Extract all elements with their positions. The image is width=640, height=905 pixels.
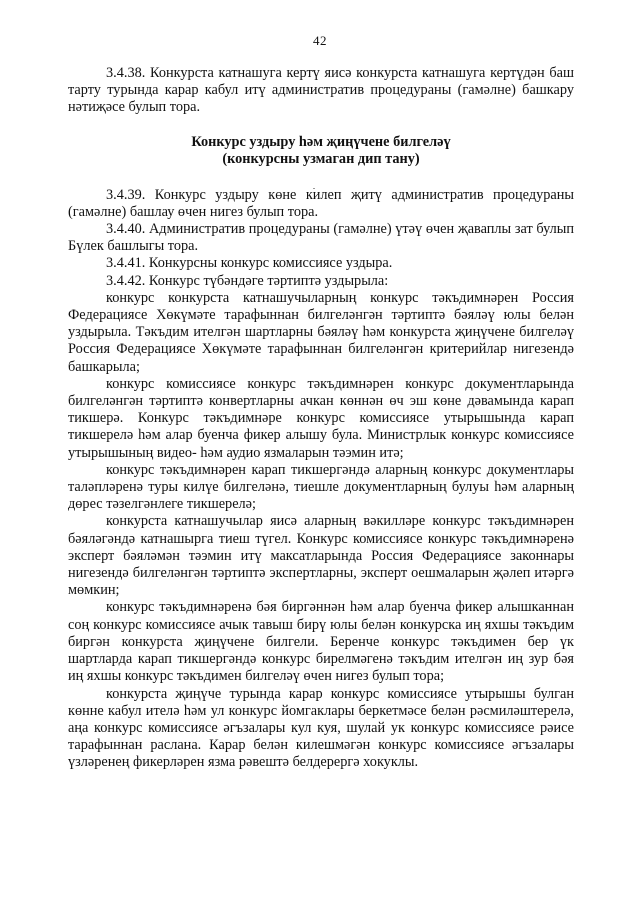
list-item-participants: конкурста катнашучылар яисә аларның вәкилләре конкурс тәкъдимнәрен бәяләгәндә катнашырга тиеш түгел. Конкурс комиссиясе конкурс тәкъдимнәренә эксперт бәяләмән тәэмин итү максатларында Россия Федерациясе законнары нигезендә билгеләнгән тәртиптә экспертларны, эксперт оешмаларын җәлеп итәргә мөмкин; (68, 513, 574, 599)
list-item-review: конкурс комиссиясе конкурс тәкъдимнәрен конкурс документларында билгеләнгән тәртиптә конвертларны ачкан көннән өч эш көне дәвамында карап тикшерә. Конкурс тәкъдимнәре конкурс комиссиясе утырышында карап тикшерелә һәм алар буенча фикер алышу була. Министрлык конкурс комиссиясе утырышының видео- һәм аудио язмаларын тәэмин итә; (68, 375, 574, 461)
paragraph-3-4-38: 3.4.38. Конкурста катнашуга кертү яисә конкурста катнашуга кертүдән баш тарту турында карар кабул итү административ процедураны (гамәлне) башкару нәтиҗәсе булып тора. (68, 65, 574, 116)
paragraph-3-4-39: 3.4.39. Конкурс уздыру көне килеп җитү административ процедураны (гамәлне) башлау өчен нигез булып тора. (68, 186, 574, 220)
paragraph-3-4-42: 3.4.42. Конкурс түбәндәге тәртиптә уздырыла: (106, 272, 389, 289)
section-heading-line-2: (конкурсны узмаган дип тану) (222, 151, 420, 168)
section-heading (68, 134, 574, 169)
section-heading-line-1: Конкурс уздыру һәм җиңүчене билгеләү (191, 133, 451, 150)
list-item-decision: конкурста җиңүче турында карар конкурс комиссиясе утырышы булган көнне кабул ителә һәм ул конкурс йомгаклары беркетмәсе белән рәсмиләштерелә, аңа конкурс комиссиясе әгъзалары кул куя, шулай ук конкурс комиссиясе рәисе тарафыннан раслана. Карар белән килешмәгән конкурс комиссиясе әгъзалары үзләренең фикерләрен язма рәвештә белдерергә хокуклы. (68, 685, 574, 771)
page-number: 42 (313, 33, 327, 48)
list-item-compliance: конкурс тәкъдимнәрен карап тикшергәндә аларның конкурс документлары таләпләренә туры килүе билгеләнә, тиешле документларның булуы һәм аларның дөрес тәзелгәнлеге тикшерелә; (68, 461, 574, 513)
paragraph-3-4-40: 3.4.40. Административ процедураны (гамәлне) үтәү өчен җаваплы зат булып Бүлек башлыгы тора. (68, 221, 574, 255)
list-item-winner: конкурс тәкъдимнәренә бәя биргәннән һәм алар буенча фикер алышканнан соң конкурс комиссиясе ачык тавыш бирү юлы белән конкурска иң яхшы тәкъдим биргән конкурста җиңүчене билгели. Беренче конкурс тәкъдимен бер үк шартларда карап тикшергәндә конкурс бирелмәгенә тәкъдим ителгән иң зур бәя иң яхшы конкурс тәкъдимен билгеләү өчен нигез булып тора; (68, 599, 574, 685)
document-body (68, 65, 574, 772)
paragraph-3-4-41: 3.4.41. Конкурсны конкурс комиссиясе уздыра. (106, 255, 393, 272)
list-item-evaluation: конкурс конкурста катнашучыларның конкурс тәкъдимнәрен Россия Федерациясе Хөкүмәте тарафыннан билгеләнгән тәртиптә бәяләү юлы белән уздырыла. Тәкъдим ителгән шартларны бәяләү һәм конкурста җиңүчене билгеләү Россия Федерациясе Хөкүмәте тарафыннан билгеләнгән критерийлар нигезендә башкарыла; (68, 289, 574, 375)
